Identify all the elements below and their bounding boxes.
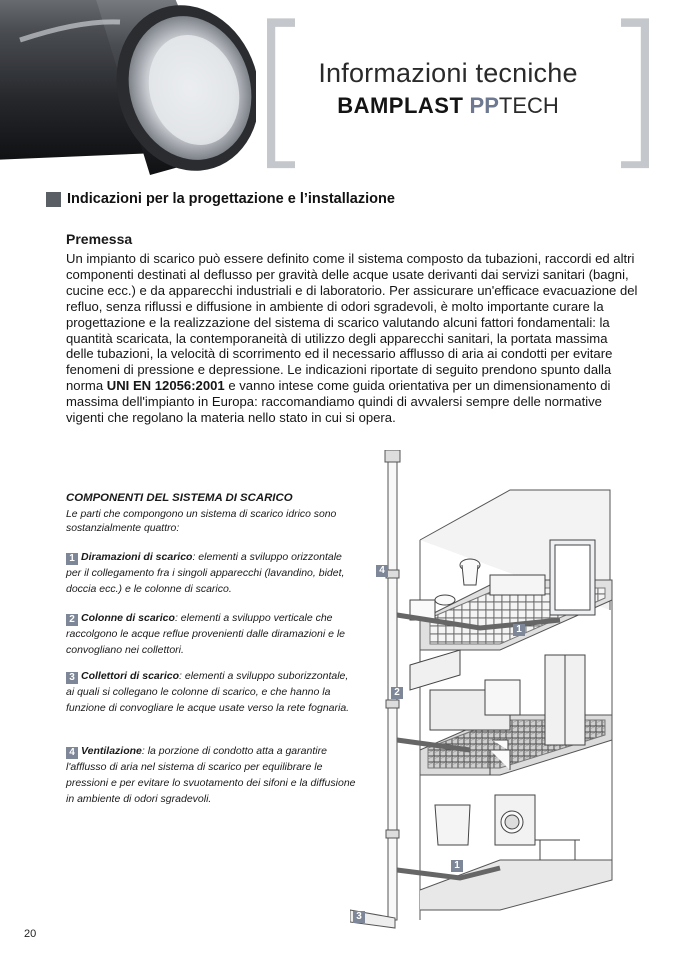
section-title: Indicazioni per la progettazione e l’installazione bbox=[67, 191, 395, 207]
pipe-photo bbox=[0, 0, 262, 176]
page-number: 20 bbox=[24, 928, 37, 940]
section-heading bbox=[46, 191, 395, 207]
brand-subtitle bbox=[278, 93, 618, 119]
components-title: COMPONENTI DEL SISTEMA DI SCARICO bbox=[66, 492, 293, 504]
number-badge: 2 bbox=[66, 614, 78, 626]
norm-reference: UNI EN 12056:2001 bbox=[106, 378, 225, 394]
diagram-label: 2 bbox=[391, 687, 403, 699]
bracket-right-icon: ] bbox=[602, 0, 668, 186]
component-item: 3 Collettori di scarico: elementi a sviluppo suborizzontale, ai quali si collegano le colonne di scarico, e che hanno la funzione di convogliare le acque usate verso la rete fognaria. bbox=[66, 670, 350, 714]
component-item: 1 Diramazioni di scarico: elementi a sviluppo orizzontale per il collegamento fra i singoli apparecchi (lavandino, bidet, doccia ecc.) e le colonne di scarico. bbox=[66, 551, 345, 595]
number-badge: 3 bbox=[66, 672, 78, 684]
diagram-label: 1 bbox=[451, 860, 463, 872]
components-intro: Le parti che compongono un sistema di scarico idrico sono sostanzialmente quattro: bbox=[66, 509, 337, 534]
number-badge: 1 bbox=[66, 553, 78, 565]
drainage-system-illustration bbox=[350, 450, 678, 940]
laundry-fixtures bbox=[435, 795, 580, 860]
square-bullet-icon bbox=[46, 192, 61, 207]
component-item: 2 Colonne di scarico: elementi a sviluppo verticale che raccolgono le acque reflue provenienti dalle diramazioni e le convogliano nei collettori. bbox=[66, 612, 346, 656]
number-badge: 4 bbox=[66, 747, 78, 759]
intro-paragraph: Un impianto di scarico può essere definito come il sistema composto da tubazioni, raccordi ed altri componenti destinati al deflusso per gravità delle acque usate derivanti dai servizi sanitari (bagni, cucine ecc.) e da apparecchi industriali e di laboratorio. Per assicurare un'efficace evacuazione del refluo, senza riflussi e diffusione in ambiente di odori sgradevoli, è molto importante curare la progettazione e la realizzazione del sistema di scarico valutando alcuni fattori fondamentali: la quantità scaricata, la contemporaneità di utilizzo degli apparecchi sanitari, la portata massima delle tubazioni, la velocità di scorrimento ed il necessario afflusso di aria ai condotti per evitare fenomeni di pressione e depressione. Le indicazioni riportate di seguito prendono spunto dalla norma UNI EN 12056:2001 e vanno intese come guida orientativa per un dimensionamento di massima dell'impianto in Europa: raccomandiamo quindi di avvalersi sempre delle normative vigenti che regolano la materia nello stato in cui si opera. bbox=[66, 251, 638, 426]
diagram-label: 4 bbox=[376, 565, 388, 577]
bracket-left-icon: [ bbox=[248, 0, 314, 186]
brand-name: BAMPLAST bbox=[337, 93, 464, 118]
component-item: 4 Ventilazione: la porzione di condotto atta a garantire l'afflusso di aria nel sistema di scarico per equilibrare le pressioni e per evitare lo svuotamento dei sifoni e la diffusione in ambiente di odori sgradevoli. bbox=[66, 745, 356, 805]
diagram-label: 3 bbox=[353, 911, 365, 923]
brand-pp: PP bbox=[469, 93, 499, 118]
page-title: Informazioni tecniche bbox=[318, 58, 578, 88]
diagram-label: 1 bbox=[513, 624, 525, 636]
brand-tech: TECH bbox=[498, 93, 559, 118]
premessa-heading: Premessa bbox=[66, 231, 133, 247]
